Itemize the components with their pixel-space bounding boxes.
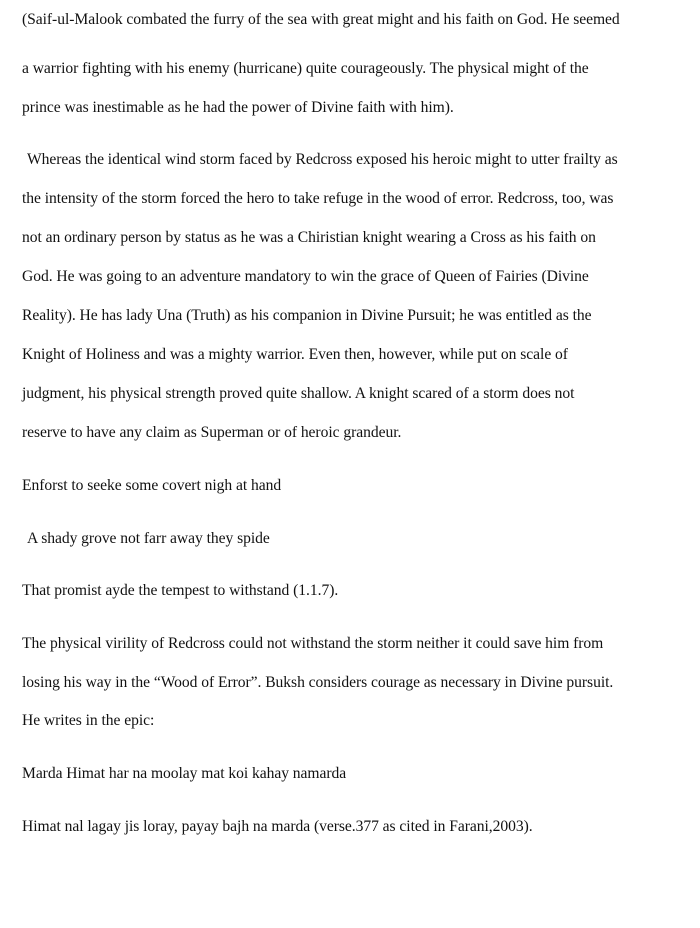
text-line: He writes in the epic: xyxy=(22,712,155,729)
text-line: losing his way in the “Wood of Error”. Buksh considers courage as necessary in Divine pursuit. xyxy=(22,674,614,691)
text-line: reserve to have any claim as Superman or of heroic grandeur. xyxy=(22,424,402,441)
text-line: The physical virility of Redcross could not withstand the storm neither it could save him from xyxy=(22,635,604,652)
text-line: the intensity of the storm forced the hero to take refuge in the wood of error. Redcross, too, was xyxy=(22,190,614,207)
text-line: judgment, his physical strength proved quite shallow. A knight scared of a storm does not xyxy=(22,385,575,402)
text-line: God. He was going to an adventure mandatory to win the grace of Queen of Fairies (Divine xyxy=(22,268,589,285)
text-line: Reality). He has lady Una (Truth) as his companion in Divine Pursuit; he was entitled as the xyxy=(22,307,592,324)
verse-line: Himat nal lagay jis loray, payay bajh na marda (verse.377 as cited in Farani,2003). xyxy=(22,818,533,835)
text-line: (Saif-ul-Malook combated the furry of the sea with great might and his faith on God. He seemed xyxy=(22,11,620,28)
text-line: Whereas the identical wind storm faced by Redcross exposed his heroic might to utter frailty as xyxy=(27,151,618,168)
text-line: a warrior fighting with his enemy (hurricane) quite courageously. The physical might of the xyxy=(22,60,589,77)
text-line: prince was inestimable as he had the power of Divine faith with him). xyxy=(22,99,454,116)
verse-line: That promist ayde the tempest to withstand (1.1.7). xyxy=(22,582,339,599)
text-line: not an ordinary person by status as he was a Chiristian knight wearing a Cross as his faith on xyxy=(22,229,596,246)
verse-line: Marda Himat har na moolay mat koi kahay namarda xyxy=(22,765,347,782)
verse-line: Enforst to seeke some covert nigh at hand xyxy=(22,477,282,494)
text-line: Knight of Holiness and was a mighty warrior. Even then, however, while put on scale of xyxy=(22,346,568,363)
verse-line: A shady grove not farr away they spide xyxy=(27,530,270,547)
